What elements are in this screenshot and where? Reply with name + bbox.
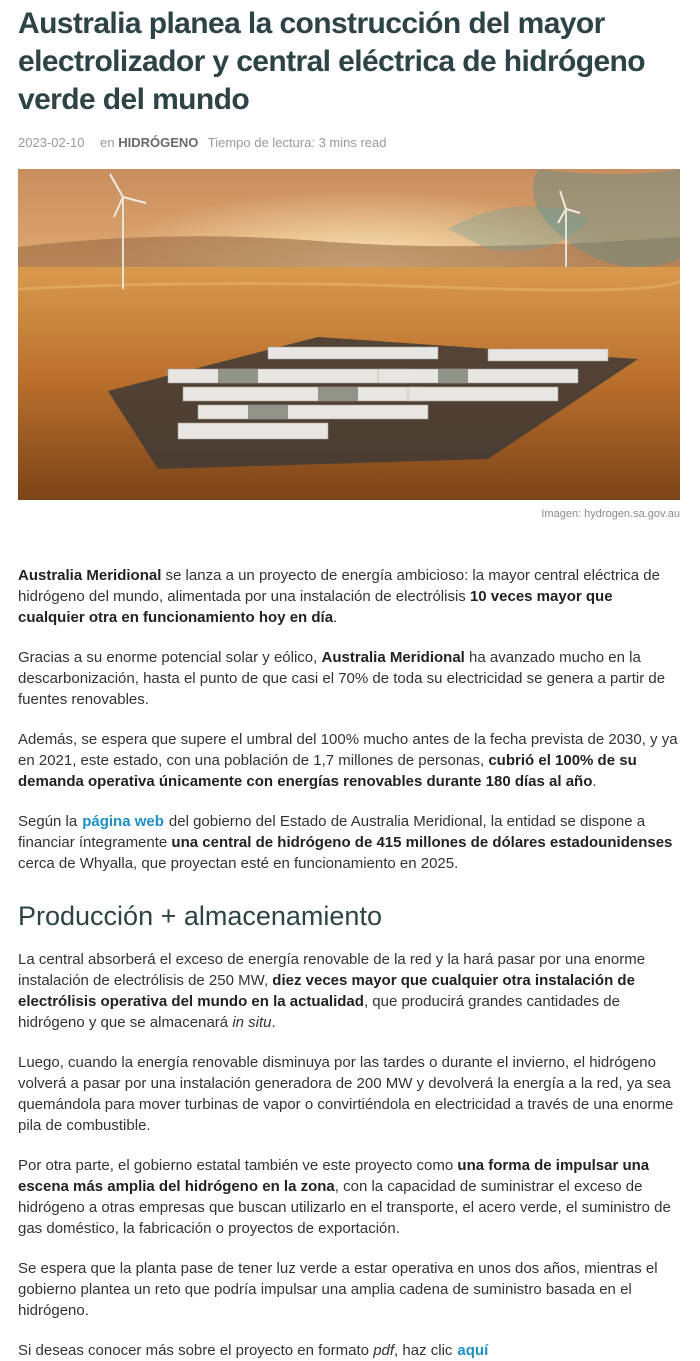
paragraph: Según la página web del gobierno del Estado de Australia Meridional, la entidad se dispone a financiar íntegramente una central de hidrógeno de 415 millones de dólares estadounidenses cerca de Whyalla, que proyectan esté en funcionamiento en 2025. [18, 813, 673, 872]
category-prefix: en [100, 135, 115, 150]
section-heading: Producción + almacenamiento [18, 901, 382, 931]
article [18, 0, 680, 1361]
article-body [18, 565, 680, 1361]
category-link[interactable]: HIDRÓGENO [118, 135, 199, 150]
website-link[interactable]: página web [82, 813, 164, 830]
paragraph: Gracias a su enorme potencial solar y eólico, Australia Meridional ha avanzado mucho en la descarbonización, hasta el punto de que casi el 70% de toda su electricidad se genera a partir de fuentes renovables. [18, 649, 666, 708]
paragraph: Se espera que la planta pase de tener luz verde a estar operativa en unos dos años, mientras el gobierno plantea un reto que podría impulsar una amplia cadena de suministro basada en el hidrógeno. [18, 1260, 658, 1319]
paragraph: Si deseas conocer más sobre el proyecto en formato pdf, haz clic aquí [18, 1342, 489, 1359]
pdf-link[interactable]: aquí [457, 1342, 489, 1359]
paragraph: La central absorberá el exceso de energía renovable de la red y la hará pasar por una enorme instalación de electrólisis de 250 MW, diez veces mayor que cualquier otra instalación de electrólisis operativa del mundo en la actualidad, que producirá grandes cantidades de hidrógeno y que se almacenará in situ. [18, 951, 646, 1031]
article-title: Australia planea la construcción del mayor electrolizador y central eléctrica de hidrógeno verde del mundo [18, 7, 646, 116]
hero-image [18, 169, 680, 500]
paragraph: Australia Meridional se lanza a un proyecto de energía ambicioso: la mayor central eléctrica de hidrógeno del mundo, alimentada por una instalación de electrólisis 10 veces mayor que cualquier otra en funcionamiento hoy en día. [18, 567, 660, 626]
paragraph: Además, se espera que supere el umbral del 100% mucho antes de la fecha prevista de 2030, y ya en 2021, este estado, con una población de 1,7 millones de personas, cubrió el 100% de su demanda operativa únicamente con energías renovables durante 180 días al año. [18, 731, 678, 790]
reading-time: Tiempo de lectura: 3 mins read [207, 135, 387, 150]
article-meta [18, 135, 680, 153]
paragraph: Luego, cuando la energía renovable disminuya por las tardes o durante el invierno, el hidrógeno volverá a pasar por una instalación generadora de 200 MW y devolverá la energía a la red, ya sea quemándola para mover turbinas de vapor o convirtiéndola en electricidad a través de una enorme pila de combustible. [18, 1054, 674, 1134]
paragraph: Por otra parte, el gobierno estatal también ve este proyecto como una forma de impulsar una escena más amplia del hidrógeno en la zona, con la capacidad de suministrar el exceso de hidrógeno a otras empresas que buscan utilizarlo en el transporte, el acero verde, el suministro de gas doméstico, la fabricación o proyectos de exportación. [18, 1157, 671, 1237]
publish-date: 2023-02-10 [18, 135, 85, 150]
image-caption: Imagen: hydrogen.sa.gov.au [541, 508, 680, 520]
